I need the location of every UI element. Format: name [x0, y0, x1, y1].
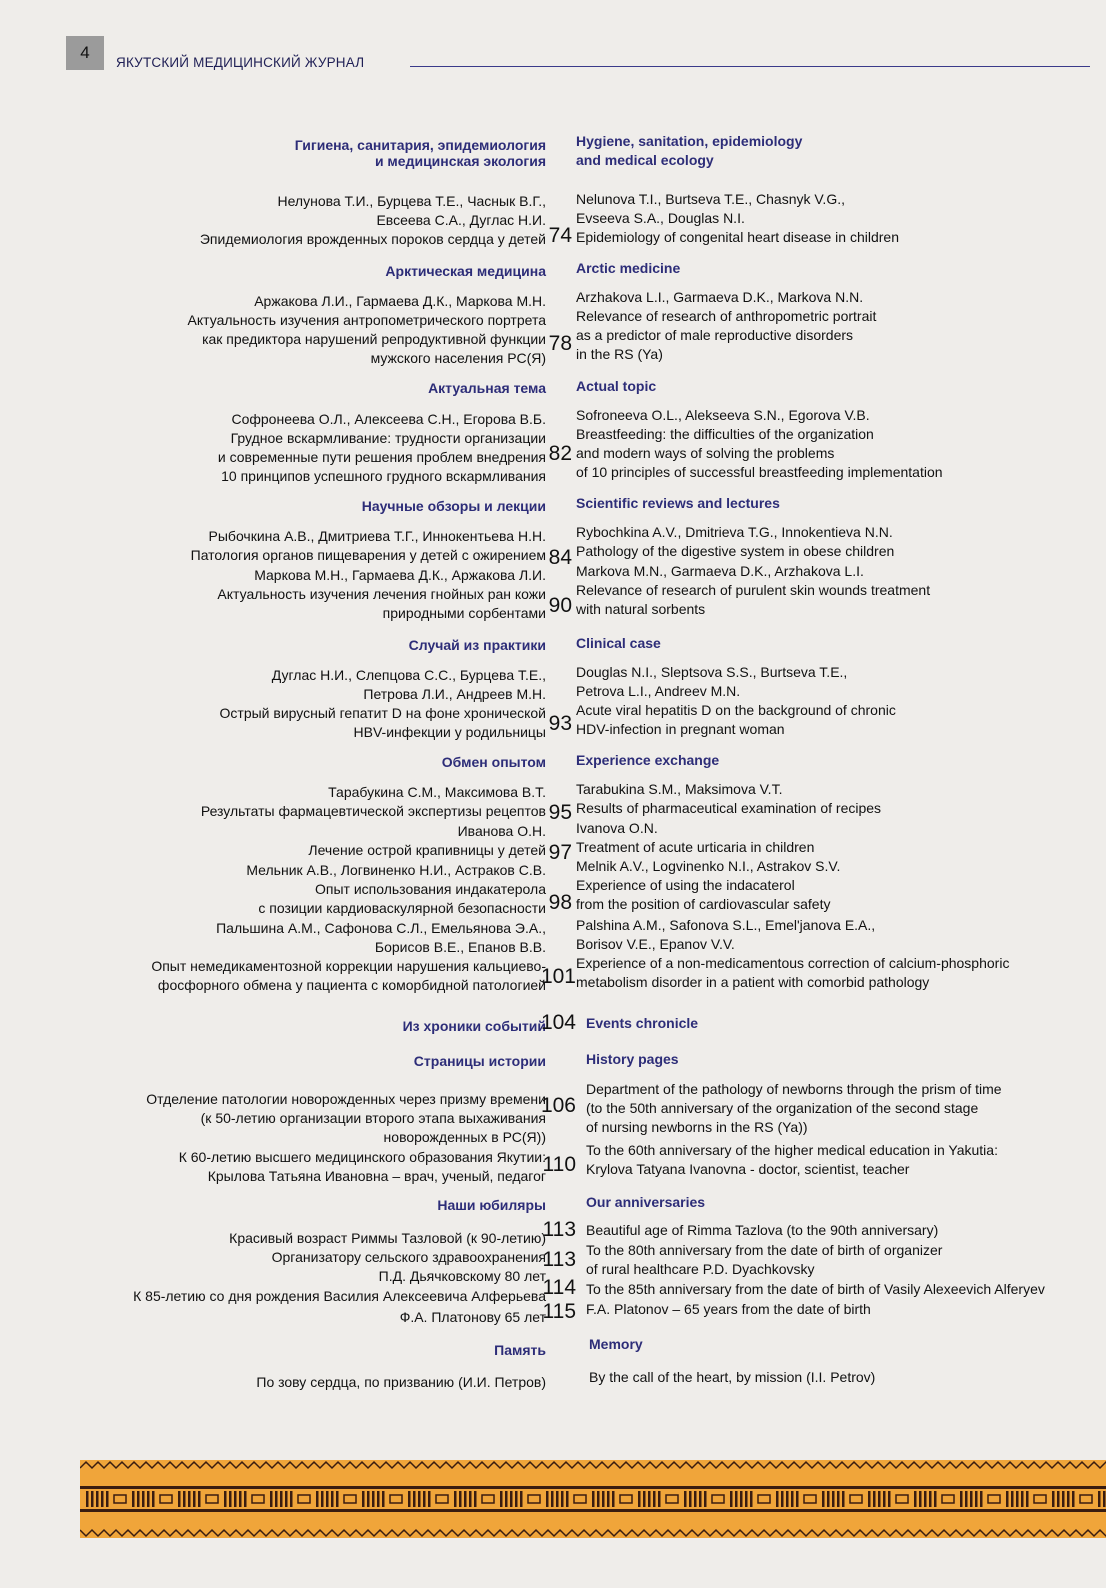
entry-en: Markova M.N., Garmaeva D.K., Arzhakova L.I. Relevance of research of purulent skin wounds treatment with natural sorbents	[576, 563, 931, 617]
section-title-en: Hygiene, sanitation, epidemiology and medical ecology	[576, 133, 803, 168]
entry-ru: Дуглас Н.И., Слепцова С.С., Бурцева Т.Е., Петрова Л.И., Андреев М.Н. Острый вирусный гепатит D на фоне хронической HBV-инфекции у родильницы	[219, 667, 546, 740]
page-ref: 78	[548, 332, 572, 355]
entry-ru: Красивый возраст Риммы Тазловой (к 90-летию)	[229, 1230, 546, 1246]
entry-en: Department of the pathology of newborns through the prism of time (to the 50th anniversary of the organization of the second stage of nursing newborns in the RS (Ya))	[586, 1081, 1002, 1135]
header-rule	[410, 66, 1090, 67]
section-title-ru: Наши юбиляры	[437, 1197, 546, 1213]
entry-en: Douglas N.I., Sleptsova S.S., Burtseva T.E., Petrova L.I., Andreev M.N. Acute viral hepatitis D on the background of chronic HDV-infection in pregnant woman	[576, 664, 896, 737]
page-ref: 106	[540, 1094, 576, 1117]
section-title-ru: Из хроники событий	[402, 1018, 546, 1034]
page-ref: 93	[548, 712, 572, 735]
page-ref: 113	[542, 1248, 576, 1271]
page-ref: 98	[548, 891, 572, 914]
section-title-en: Events chronicle	[586, 1015, 699, 1031]
entry-ru: К 60-летию высшего медицинского образования Якутии: Крылова Татьяна Ивановна – врач, ученый, педагог	[178, 1149, 546, 1184]
entry-ru: Тарабукина С.М., Максимова В.Т. Результаты фармацевтической экспертизы рецептов	[200, 784, 546, 819]
page-ref: 97	[548, 841, 572, 864]
page-ref: 84	[548, 546, 572, 569]
entry-ru: Маркова М.Н., Гармаева Д.К., Аржакова Л.И. Актуальность изучения лечения гнойных ран кожи природными сорбентами	[217, 567, 546, 621]
section-title-en: Clinical case	[576, 635, 661, 651]
entry-en: To the 80th anniversary from the date of birth of organizer of rural healthcare P.D. Dyachkovsky	[586, 1242, 943, 1277]
entry-ru: Нелунова Т.И., Бурцева Т.Е., Часнык В.Г., Евсеева С.А., Дуглас Н.И. Эпидемиология врожденных пороков сердца у детей	[199, 193, 546, 247]
entry-en: By the call of the heart, by mission (I.I. Petrov)	[589, 1369, 876, 1385]
entry-ru: Отделение патологии новорожденных через призму времени (к 50-летию организации второго этапа выхаживания новорожденных в РС(Я))	[146, 1091, 546, 1145]
section-title-ru: Случай из практики	[408, 637, 546, 653]
journal-title: ЯКУТСКИЙ МЕДИЦИНСКИЙ ЖУРНАЛ	[116, 55, 365, 70]
page-ref: 82	[548, 442, 572, 465]
section-title-ru: Страницы истории	[413, 1053, 546, 1069]
section-title-ru: Научные обзоры и лекции	[361, 498, 546, 514]
page-ref: 115	[542, 1300, 576, 1323]
entry-en: Tarabukina S.M., Maksimova V.T. Results of pharmaceutical examination of recipes	[576, 781, 882, 816]
entry-ru: Пальшина А.М., Сафонова С.Л., Емельянова Э.А., Борисов В.Е., Епанов В.В. Опыт немедикаментозной коррекции нарушения кальциево- фосфорного обмена у пациента с коморбидной патологией	[151, 920, 546, 993]
entry-en: Beautiful age of Rimma Tazlova (to the 90th anniversary)	[586, 1222, 939, 1238]
section-title-en: Experience exchange	[576, 752, 720, 768]
entry-ru: Софронеева О.Л., Алексеева С.Н., Егорова В.Б. Грудное вскармливание: трудности организации и современные пути решения проблем внедрения 10 принципов успешного грудного вскармливания	[217, 411, 546, 484]
page-ref: 101	[540, 965, 576, 988]
entry-ru: Иванова О.Н. Лечение острой крапивницы у детей	[308, 823, 546, 858]
page-ref: 110	[542, 1153, 576, 1176]
entry-en: To the 85th anniversary from the date of birth of Vasily Alexeevich Alferyev	[586, 1281, 1045, 1297]
ornament-pattern-icon	[80, 1460, 1106, 1538]
section-title-ru: Память	[494, 1342, 546, 1358]
entry-en: Arzhakova L.I., Garmaeva D.K., Markova N.N. Relevance of research of anthropometric portrait as a predictor of male reproductive disorders in the RS (Ya)	[576, 289, 877, 362]
section-title-ru: Гигиена, санитария, эпидемиология и медицинская экология	[294, 137, 546, 169]
page-ref: 113	[542, 1218, 576, 1241]
section-title-en: History pages	[586, 1051, 679, 1067]
page-ref: 104	[540, 1011, 576, 1034]
section-title-en: Actual topic	[576, 378, 657, 394]
entry-ru: По зову сердца, по призванию (И.И. Петров)	[256, 1374, 546, 1390]
page-ref: 90	[548, 594, 572, 617]
entry-en: Nelunova T.I., Burtseva T.E., Chasnyk V.G., Evseeva S.A., Douglas N.I. Epidemiology of congenital heart disease in children	[576, 191, 899, 245]
entry-en: F.A. Platonov – 65 years from the date of birth	[586, 1301, 871, 1317]
section-title-en: Our anniversaries	[586, 1194, 706, 1210]
entry-ru: К 85-летию со дня рождения Василия Алексеевича Алферьева	[133, 1288, 546, 1304]
entry-en: Palshina A.M., Safonova S.L., Emel'janova E.A., Borisov V.E., Epanov V.V. Experience of a non-medicamentous correction of calcium-phosphoric metabolism disorder in a patient with comorbid pathology	[576, 917, 1010, 990]
entry-en: Ivanova O.N. Treatment of acute urticaria in children	[576, 820, 815, 855]
section-title-ru: Обмен опытом	[441, 754, 546, 770]
entry-en: Rybochkina A.V., Dmitrieva T.G., Innokentieva N.N. Pathology of the digestive system in obese children	[576, 524, 895, 559]
entry-ru: Аржакова Л.И., Гармаева Д.К., Маркова М.Н. Актуальность изучения антропометрического портрета как предиктора нарушений репродуктивной функции мужского населения РС(Я)	[187, 293, 546, 366]
entry-en: Sofroneeva O.L., Alekseeva S.N., Egorova V.B. Breastfeeding: the difficulties of the organization and modern ways of solving the problems of 10 principles of successful breastfeeding implementation	[576, 407, 943, 480]
section-title-ru: Арктическая медицина	[385, 263, 546, 279]
entry-ru: Рыбочкина А.В., Дмитриева Т.Г., Иннокентьева Н.Н. Патология органов пищеварения у детей с ожирением	[190, 528, 546, 563]
page-ref: 95	[548, 801, 572, 824]
entry-en: Melnik A.V., Logvinenko N.I., Astrakov S.V. Experience of using the indacaterol from the position of cardiovascular safety	[576, 858, 841, 912]
page-number: 4	[66, 36, 104, 70]
entry-ru: Ф.А. Платонову 65 лет	[399, 1309, 546, 1325]
section-title-ru: Актуальная тема	[428, 380, 546, 396]
page-ref: 114	[542, 1276, 576, 1299]
entry-ru: Мельник А.В., Логвиненко Н.И., Астраков С.В. Опыт использования индакатерола с позиции кардиоваскулярной безопасности	[246, 862, 546, 916]
page-ref: 74	[548, 224, 572, 247]
ornament-band	[80, 1460, 1106, 1538]
section-title-en: Scientific reviews and lectures	[576, 495, 780, 511]
section-title-en: Memory	[589, 1336, 643, 1352]
section-title-en: Arctic medicine	[576, 260, 681, 276]
entry-ru: Организатору сельского здравоохранения П.Д. Дьячковскому 80 лет	[271, 1249, 546, 1284]
entry-en: To the 60th anniversary of the higher medical education in Yakutia: Krylova Tatyana Ivanovna - doctor, scientist, teacher	[586, 1142, 998, 1177]
